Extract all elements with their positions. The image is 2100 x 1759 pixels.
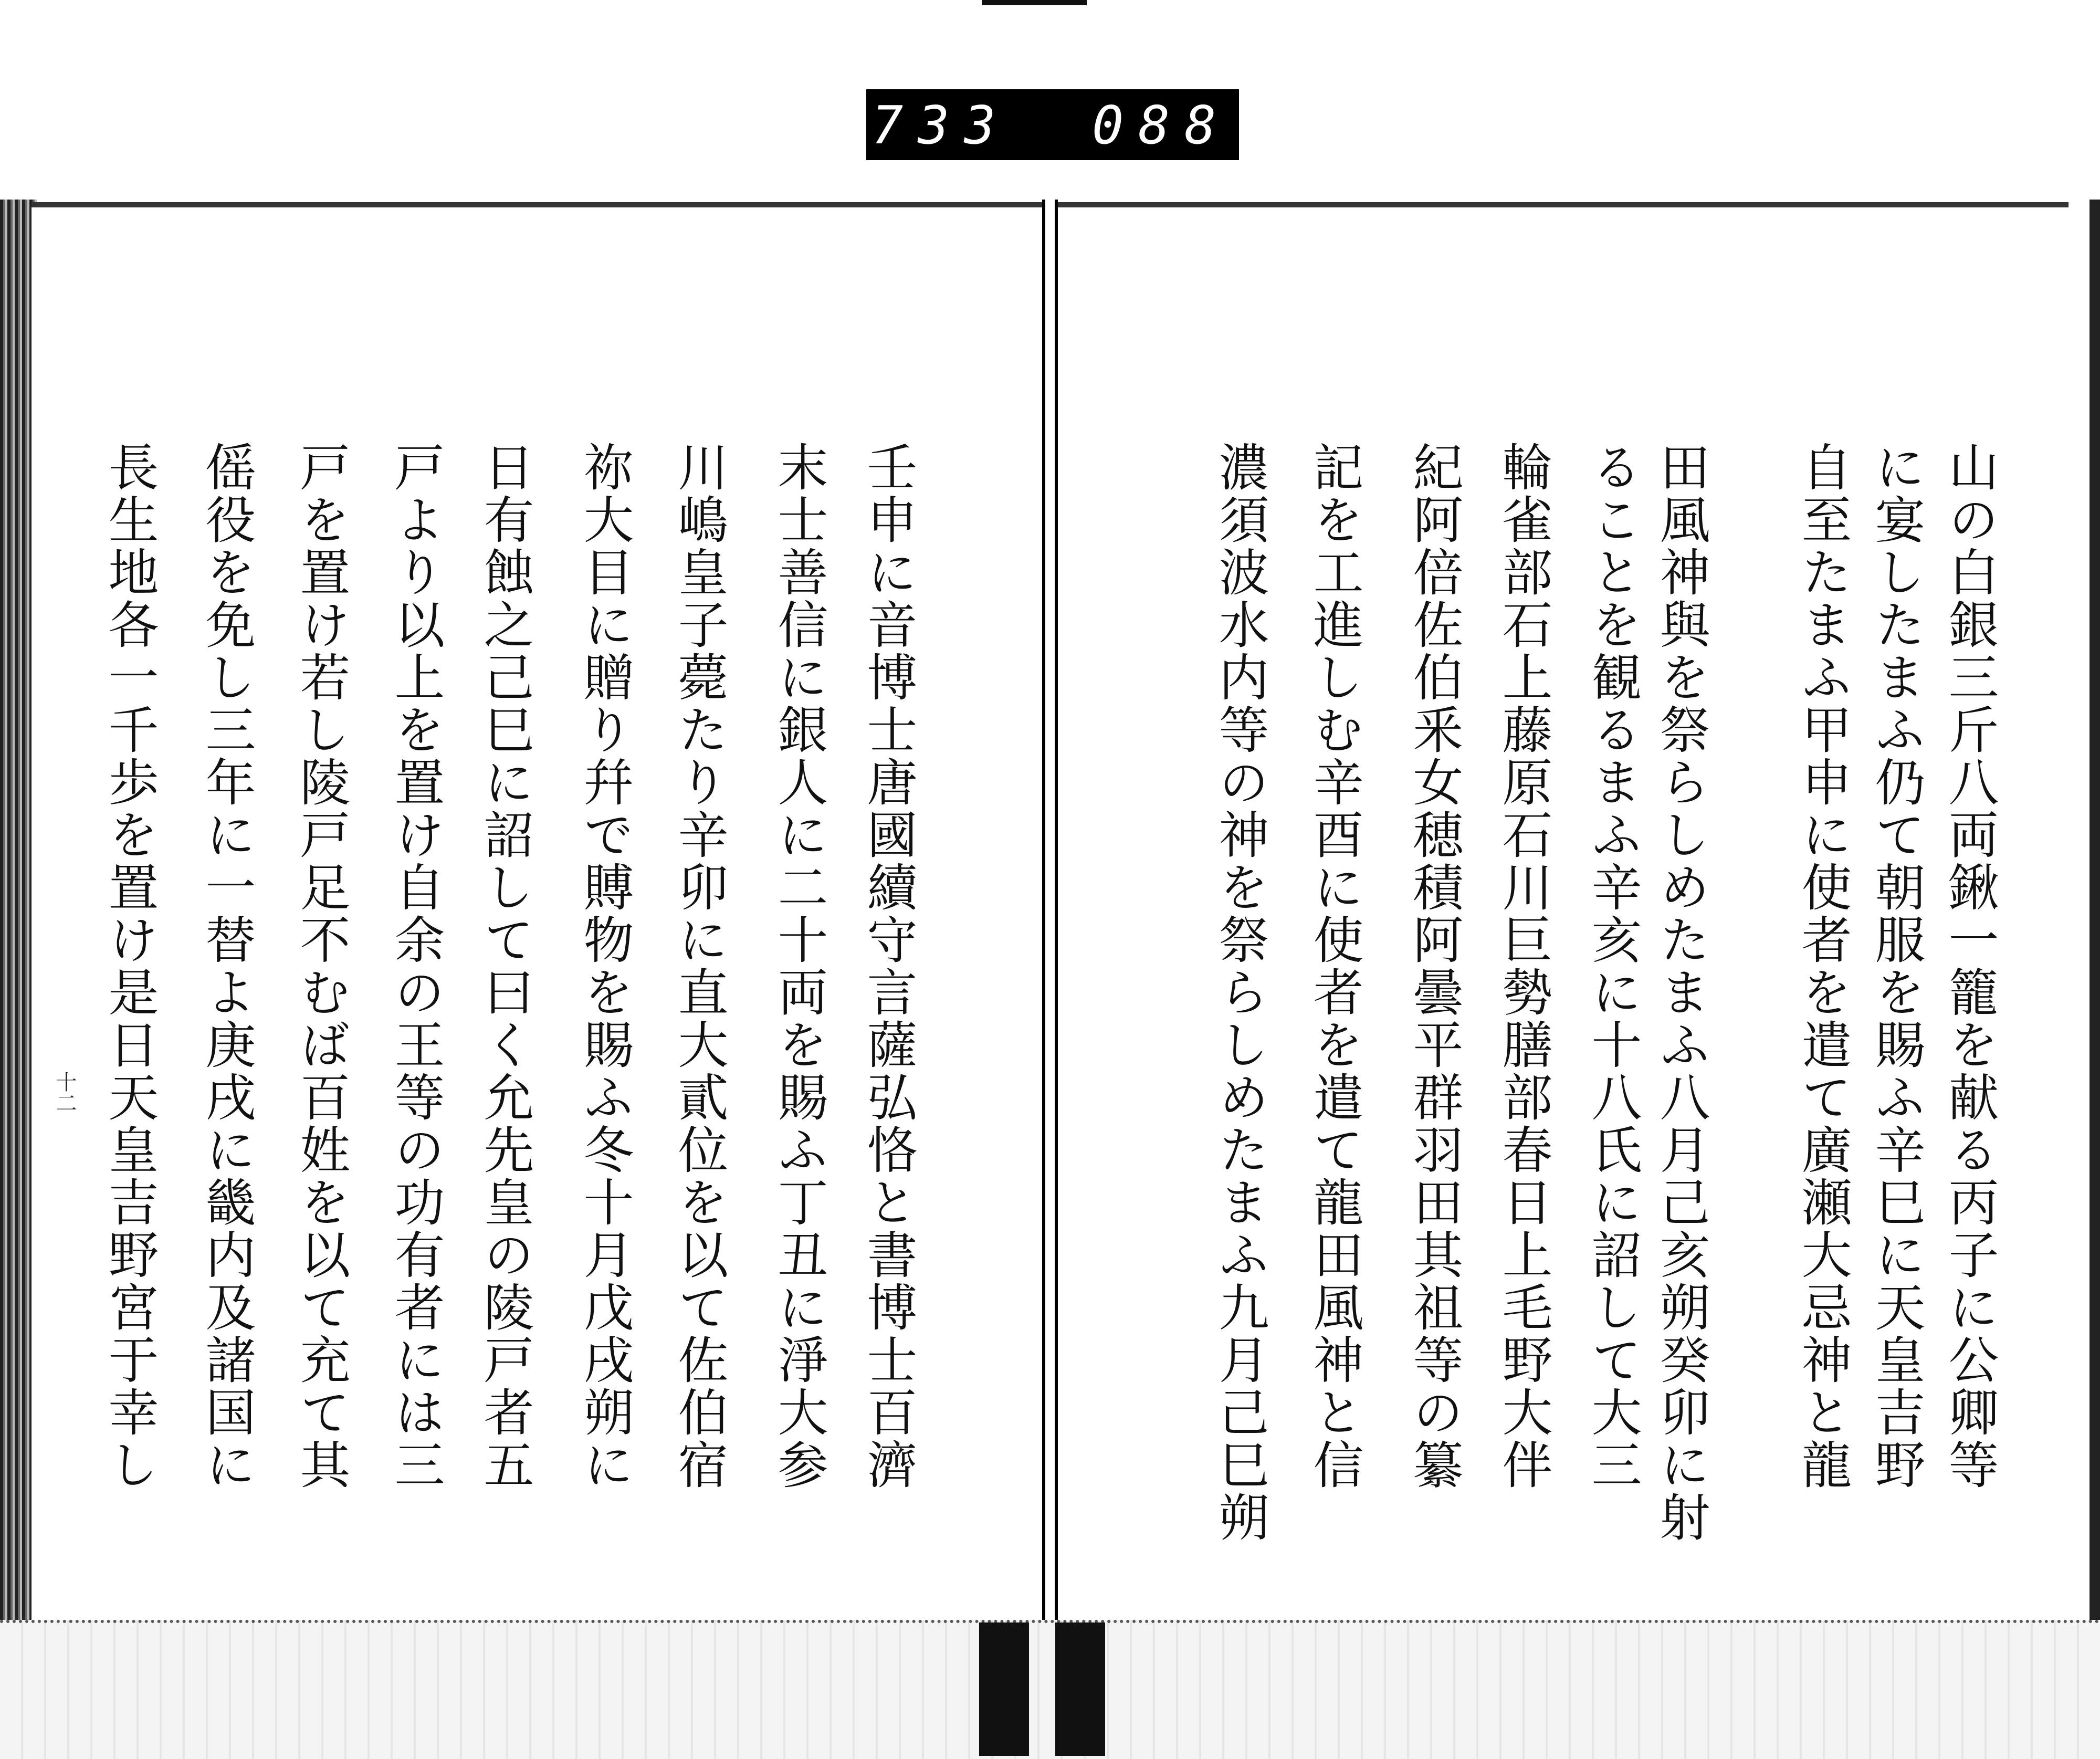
left-page-column-6: 戸より以上を置け自余の王等の功有者には三 [386, 441, 445, 1491]
left-page-column-4: 祢大目に贈り幷で賻物を賜ふ冬十月戊戌朔に [575, 441, 634, 1491]
book-gutter [1042, 200, 1058, 1756]
spine-block-right [1055, 1622, 1105, 1756]
right-page-column-7: 紀阿倍佐伯釆女穂積阿曇平群羽田其祖等の纂 [1405, 441, 1464, 1491]
right-page-column-2: に宴したまふ仍て朝服を賜ふ辛巳に天皇吉野 [1867, 441, 1926, 1491]
right-page-column-9: 濃須波水内等の神を祭らしめたまふ九月己巳朔 [1211, 441, 1269, 1544]
left-page-column-9: 長生地各一千歩を置け是日天皇吉野宮于幸し [100, 441, 159, 1491]
left-page-column-1: 壬申に音博士唐國續守言薩弘恪と書博士百濟 [859, 441, 918, 1491]
film-frame-label [866, 89, 1277, 160]
left-page-column-3: 川嶋皇子薨たり辛卯に直大貳位を以て佐伯宿 [670, 441, 729, 1491]
right-page-column-3: 自至たまふ甲申に使者を遣て廣瀬大忌神と龍 [1793, 441, 1852, 1491]
frame-number-left: 733 [872, 95, 1011, 156]
frame-number-right: 088. [1092, 95, 1277, 156]
right-page-column-5: ることを観るまふ辛亥に十八氏に詔して大三 [1583, 441, 1642, 1491]
book-edge-right [2090, 200, 2100, 1701]
left-page-column-2: 末士善信に銀人に二十両を賜ふ丁丑に淨大参 [770, 441, 828, 1491]
scan-top-mark [982, 0, 1087, 5]
right-page-column-6: 輪雀部石上藤原石川巨勢膳部春日上毛野大伴 [1494, 441, 1553, 1491]
right-page-column-8: 記を工進しむ辛酉に使者を遣て龍田風神と信 [1305, 441, 1364, 1491]
left-page-column-8: 傜役を免し三年に一替よ庚戌に畿内及諸国に [197, 441, 256, 1491]
left-page-column-5: 日有蝕之己巳に詔して曰く允先皇の陵戸者五 [476, 441, 534, 1491]
right-page-column-1: 山の白銀三斤八両鍬一籠を献る丙子に公卿等 [1940, 441, 1999, 1491]
page-number: 十二 [52, 1071, 77, 1113]
scan-bottom-band [0, 1620, 2100, 1759]
spine-block-left [979, 1622, 1029, 1756]
left-page-column-7: 戸を置け若し陵戸足不むば百姓を以て充て其 [292, 441, 351, 1491]
right-page-column-4: 田風神與を祭らしめたまふ八月己亥朔癸卯に射 [1652, 441, 1710, 1544]
